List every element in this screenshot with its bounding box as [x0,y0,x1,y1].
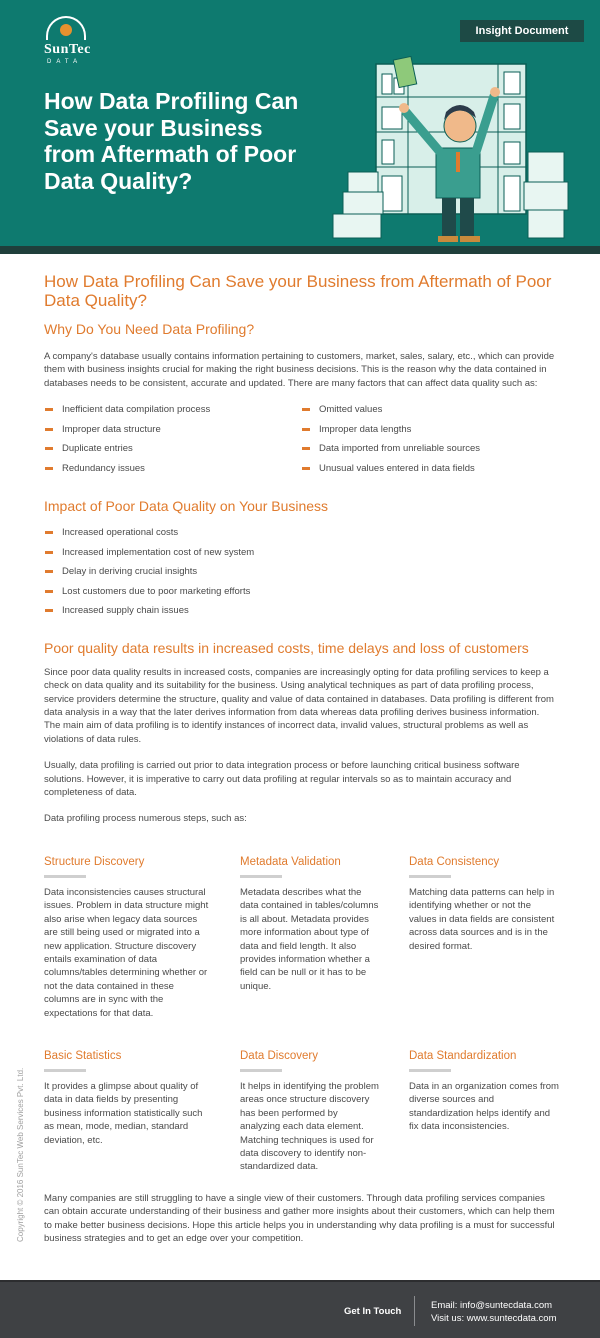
steps-intro: Data profiling process numerous steps, such as: [44,813,247,825]
step-title: Structure Discovery [44,856,145,868]
step-structure-discovery [44,855,209,1020]
step-underline [240,875,282,878]
conclusion-paragraph: Many companies are still struggling to have a single view of their customers. Through data profiling services companies can obtain accurate understanding of their business and gather more insights about their customers, which can help them to make better business decisions. Hope this article helps you in understanding why data profiling is a must for successful business strategies and to get an edge over your competition. [44,1193,555,1245]
costs-paragraph-1: Since poor data quality results in increased costs, companies are increasingly opting for data profiling services to keep a check on data quality and its suitability for the business. Using analytical techniques as part of data profiling process, service providers determine the structure, quality and value of data contained in databases. Data profiling is different from data analysis in a way that the later derives information from data whereas data profiling derives business information. The main aim of data profiling is to identify instances of incorrect data, invalid values, structural problems as well as violations of data rules. [44,666,554,745]
step-data-consistency [409,855,559,953]
step-text: It provides a glimpse about quality of data in data fields by presenting business information statistically such as mean, mode, median, standard deviation, etc. [44,1081,203,1146]
step-title: Data Standardization [409,1050,517,1062]
footer-divider [414,1296,415,1326]
email-link[interactable]: Email: info@suntecdata.com [431,1300,553,1311]
factors-right-column [301,400,558,478]
factors-list [44,400,558,478]
factor-item: Inefficient data compilation process [44,400,301,420]
factor-item: Redundancy issues [44,459,301,479]
step-underline [409,875,451,878]
contact-info [431,1299,557,1325]
sun-logo-icon [46,16,86,40]
logo-name: SunTec [44,42,91,57]
website-link[interactable]: Visit us: www.suntecdata.com [431,1313,557,1324]
logo[interactable] [44,16,104,65]
step-text: Matching data patterns can help in identifying whether or not the values in data fields are consistent across data sources and is in the desired format. [409,887,555,952]
step-underline [409,1069,451,1072]
step-basic-statistics [44,1049,209,1147]
impact-item: Increased supply chain issues [44,601,558,621]
step-metadata-validation [240,855,380,993]
impact-list [44,523,558,621]
step-underline [44,875,86,878]
copyright-note: Copyright © 2016 SunTec Web Services Pvt. Ltd. [16,1067,25,1242]
step-underline [44,1069,86,1072]
factor-item: Omitted values [301,400,558,420]
factor-item: Duplicate entries [44,439,301,459]
costs-heading: Poor quality data results in increased costs, time delays and loss of customers [44,639,529,656]
step-text: Data in an organization comes from diverse sources and standardization helps identify and fix data inconsistencies. [409,1081,559,1133]
document-type-tag: Insight Document [460,20,584,42]
impact-item: Increased implementation cost of new system [44,543,558,563]
get-in-touch-label: Get In Touch [344,1306,402,1317]
hero-banner [0,0,600,252]
step-text: Data inconsistencies causes structural issues. Problem in data structure might also arise when legacy data sources are still being used or migrated into a new application. Structure discovery entails examination of data columns/tables determining whether or not the data contained in these columns are in sync with the expectations for that data. [44,887,209,1019]
factor-item: Unusual values entered in data fields [301,459,558,479]
step-title: Data Discovery [240,1050,318,1062]
step-underline [240,1069,282,1072]
impact-item: Delay in deriving crucial insights [44,562,558,582]
factors-left-column [44,400,301,478]
confused-man-illustration [328,52,578,247]
hero-title: How Data Profiling Can Save your Business from Aftermath of Poor Data Quality? [44,88,299,194]
why-intro: A company's database usually contains information pertaining to customers, market, sales, salary, etc., which can provide them with business insights crucial for making the right business decisions. This is the reason why the data contained in databases needs to be consistent, accurate and updated. There are many factors that can affect data quality such as: [44,351,555,389]
impact-item: Increased operational costs [44,523,558,543]
step-data-discovery [240,1049,380,1174]
logo-subtitle: DATA [47,59,83,65]
impact-heading: Impact of Poor Data Quality on Your Business [44,498,329,515]
article-title: How Data Profiling Can Save your Business from Aftermath of Poor Data Quality? [44,272,552,310]
factor-item: Data imported from unreliable sources [301,439,558,459]
step-title: Basic Statistics [44,1050,122,1062]
step-text: It helps in identifying the problem areas once structure discovery has been performed by analyzing each data element. Matching techniques is used for data discovery to identify non-standardized data. [240,1081,379,1173]
step-text: Metadata describes what the data contained in tables/columns is all about. Metadata provides more information about type of data and field length. It also provides information whether a field can be null or it has to be unique. [240,887,379,992]
why-heading: Why Do You Need Data Profiling? [44,321,255,337]
impact-item: Lost customers due to poor marketing efforts [44,582,558,602]
hero-divider [0,246,600,254]
article-body [44,272,558,826]
factor-item: Improper data structure [44,420,301,440]
step-data-standardization [409,1049,559,1134]
step-title: Data Consistency [409,856,500,868]
step-title: Metadata Validation [240,856,341,868]
factor-item: Improper data lengths [301,420,558,440]
costs-paragraph-2: Usually, data profiling is carried out prior to data integration process or before launching critical business software solutions. However, it is imperative to carry out data profiling at regular intervals so as to maintain accuracy and completeness of data. [44,760,520,798]
